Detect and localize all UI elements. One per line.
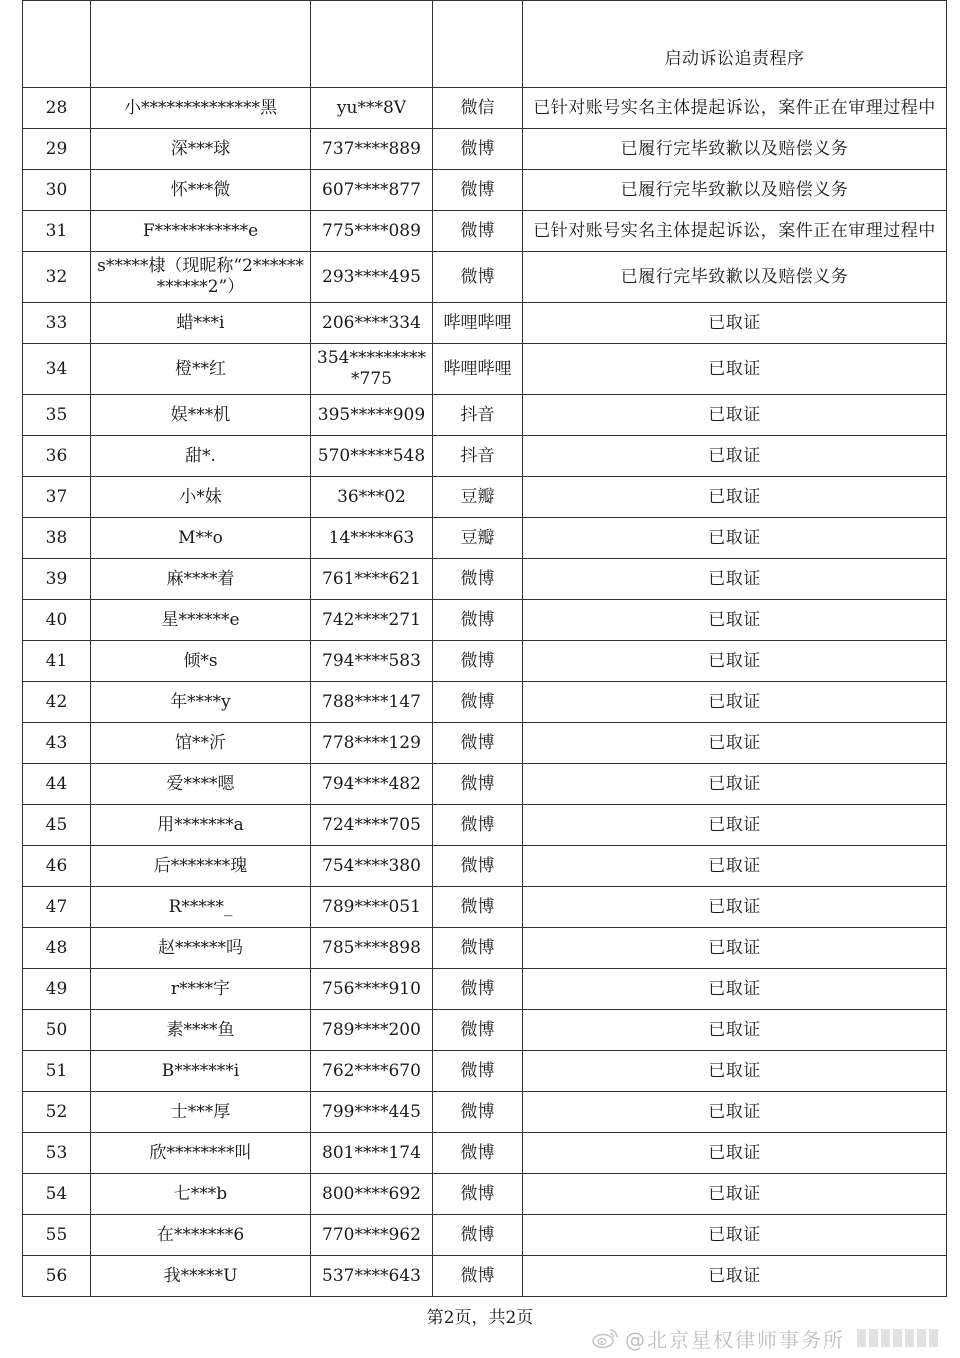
cell-platform: 微博 [433,969,523,1010]
cell-nickname: 爱****嗯 [91,764,311,805]
table-row [23,1010,947,1051]
cell-nickname: s*****棣（现昵称“2************2”） [91,252,311,303]
cell-platform: 哔哩哔哩 [433,303,523,344]
cell-nickname: B*******i [91,1051,311,1092]
cell-account-id: 570*****548 [311,436,433,477]
cell-no: 28 [23,88,91,129]
cell-nickname: 橙**红 [91,344,311,395]
table-row [23,1174,947,1215]
cell-account-id: 799****445 [311,1092,433,1133]
cell-no: 43 [23,723,91,764]
cell-platform: 抖音 [433,436,523,477]
cell-account-id: 537****643 [311,1256,433,1297]
cell-status: 已履行完毕致歉以及赔偿义务 [523,129,947,170]
cell-no: 42 [23,682,91,723]
cell-status: 已取证 [523,641,947,682]
cell-account-id: 789****200 [311,1010,433,1051]
cell-platform: 抖音 [433,395,523,436]
cell-nickname: F***********e [91,211,311,252]
table-row [23,303,947,344]
cell-status: 已取证 [523,1133,947,1174]
cell-no: 31 [23,211,91,252]
cell-no: 55 [23,1215,91,1256]
cell-account-id: 778****129 [311,723,433,764]
cell-no: 48 [23,928,91,969]
table-row [23,887,947,928]
cell-platform: 微博 [433,129,523,170]
table-row [23,600,947,641]
cell-account-id: 761****621 [311,559,433,600]
cell-account-id: 789****051 [311,887,433,928]
cell-no: 52 [23,1092,91,1133]
cell-nickname: 蜡***i [91,303,311,344]
cell-status: 已取证 [523,395,947,436]
cell-no: 46 [23,846,91,887]
cell-no: 30 [23,170,91,211]
cell-nickname: 娱***机 [91,395,311,436]
cell-no: 45 [23,805,91,846]
cell-no: 37 [23,477,91,518]
cell-account-id: 206****334 [311,303,433,344]
records-table [22,0,947,1297]
cell-platform: 哔哩哔哩 [433,344,523,395]
table-row [23,764,947,805]
cell-platform: 豆瓣 [433,477,523,518]
cell-account-id: 36***02 [311,477,433,518]
cell-status: 已取证 [523,344,947,395]
cell-account-id: 607****877 [311,170,433,211]
cell-status: 已取证 [523,846,947,887]
cell-no: 56 [23,1256,91,1297]
table-row [23,395,947,436]
table-row [23,723,947,764]
cell-platform: 豆瓣 [433,518,523,559]
table-row [23,846,947,887]
cell-status: 已取证 [523,477,947,518]
cell-platform: 微博 [433,211,523,252]
cell-nickname: 后*******瑰 [91,846,311,887]
table-row [23,170,947,211]
weibo-logo-icon [591,1327,619,1349]
cell-account-id: 801****174 [311,1133,433,1174]
table-row [23,1133,947,1174]
cell-nickname: 用*******a [91,805,311,846]
cell-no: 53 [23,1133,91,1174]
cell-no: 39 [23,559,91,600]
table-row [23,1051,947,1092]
cell-no: 49 [23,969,91,1010]
cell-nickname: 小**************黑 [91,88,311,129]
cell-no: 54 [23,1174,91,1215]
cell-platform: 微博 [433,723,523,764]
cell-status: 已取证 [523,764,947,805]
cell-no: 33 [23,303,91,344]
table-row [23,252,947,303]
cell-platform: 微博 [433,1092,523,1133]
cell-platform: 微博 [433,682,523,723]
table-row [23,1215,947,1256]
table-row [23,682,947,723]
cell-nickname: 在*******6 [91,1215,311,1256]
cell-account-id: 770****962 [311,1215,433,1256]
cell-no: 44 [23,764,91,805]
watermark-decoration [857,1329,938,1347]
cell-platform: 微博 [433,600,523,641]
cell-account-id: 293****495 [311,252,433,303]
cell-account-id: 742****271 [311,600,433,641]
cell-no: 35 [23,395,91,436]
cell-nickname: 我*****U [91,1256,311,1297]
cell-nickname: R*****_ [91,887,311,928]
cell-account-id: 754****380 [311,846,433,887]
cell-status: 已取证 [523,1051,947,1092]
cell-status: 已针对账号实名主体提起诉讼，案件正在审理过程中 [523,88,947,129]
cell-platform: 微博 [433,1215,523,1256]
cell-status: 已履行完毕致歉以及赔偿义务 [523,170,947,211]
cell-account-id: 395*****909 [311,395,433,436]
table-row [23,436,947,477]
cell-nickname: 怀***微 [91,170,311,211]
cell-platform: 微博 [433,1010,523,1051]
cell-account-id: 756****910 [311,969,433,1010]
cell-platform [433,1,523,88]
cell-nickname: 倾*s [91,641,311,682]
cell-account-id: 788****147 [311,682,433,723]
cell-status: 已取证 [523,436,947,477]
cell-nickname: 士***厚 [91,1092,311,1133]
cell-account-id [311,1,433,88]
cell-status: 已取证 [523,723,947,764]
table-row [23,1092,947,1133]
cell-no: 47 [23,887,91,928]
cell-account-id: 762****670 [311,1051,433,1092]
table-row [23,129,947,170]
table-row [23,477,947,518]
cell-nickname: 馆**沂 [91,723,311,764]
cell-status: 已取证 [523,1092,947,1133]
table-row [23,928,947,969]
cell-account-id: 794****482 [311,764,433,805]
table-row-continued [23,1,947,88]
cell-status: 已履行完毕致歉以及赔偿义务 [523,252,947,303]
cell-nickname: 星******e [91,600,311,641]
cell-account-id: 354**********775 [311,344,433,395]
cell-account-id: yu***8V [311,88,433,129]
cell-account-id: 794****583 [311,641,433,682]
cell-account-id: 800****692 [311,1174,433,1215]
cell-status: 已取证 [523,928,947,969]
weibo-watermark [591,1323,938,1353]
table-row [23,805,947,846]
cell-nickname [91,1,311,88]
cell-status: 已取证 [523,1010,947,1051]
table-row [23,559,947,600]
cell-account-id: 14*****63 [311,518,433,559]
cell-account-id: 785****898 [311,928,433,969]
cell-nickname: 欣********叫 [91,1133,311,1174]
table-row [23,344,947,395]
cell-platform: 微博 [433,252,523,303]
cell-status: 已取证 [523,1256,947,1297]
cell-status: 已取证 [523,887,947,928]
cell-platform: 微博 [433,641,523,682]
cell-no: 50 [23,1010,91,1051]
table-row [23,969,947,1010]
cell-nickname: 年****y [91,682,311,723]
cell-nickname: 麻****着 [91,559,311,600]
cell-platform: 微博 [433,559,523,600]
table-row [23,518,947,559]
cell-no: 41 [23,641,91,682]
cell-platform: 微博 [433,170,523,211]
cell-nickname: 甜*. [91,436,311,477]
cell-status: 已取证 [523,559,947,600]
cell-status: 启动诉讼追责程序 [523,1,947,88]
cell-account-id: 737****889 [311,129,433,170]
cell-no: 51 [23,1051,91,1092]
cell-platform: 微博 [433,887,523,928]
cell-status: 已取证 [523,969,947,1010]
cell-status: 已取证 [523,1215,947,1256]
cell-status: 已取证 [523,805,947,846]
cell-no: 40 [23,600,91,641]
cell-nickname: M**o [91,518,311,559]
cell-platform: 微博 [433,846,523,887]
cell-no: 34 [23,344,91,395]
cell-status: 已取证 [523,600,947,641]
cell-no: 36 [23,436,91,477]
cell-platform: 微博 [433,1174,523,1215]
cell-platform: 微博 [433,1051,523,1092]
cell-account-id: 775****089 [311,211,433,252]
cell-platform: 微博 [433,1133,523,1174]
cell-no [23,1,91,88]
cell-status: 已针对账号实名主体提起诉讼，案件正在审理过程中 [523,211,947,252]
cell-nickname: 七***b [91,1174,311,1215]
cell-status: 已取证 [523,1174,947,1215]
records-table-body [23,1,947,1297]
cell-platform: 微博 [433,1256,523,1297]
cell-platform: 微博 [433,928,523,969]
table-row [23,88,947,129]
cell-status: 已取证 [523,518,947,559]
cell-nickname: 赵******吗 [91,928,311,969]
cell-platform: 微信 [433,88,523,129]
table-row [23,211,947,252]
cell-no: 32 [23,252,91,303]
table-row [23,1256,947,1297]
cell-status: 已取证 [523,682,947,723]
cell-nickname: 素****鱼 [91,1010,311,1051]
cell-platform: 微博 [433,805,523,846]
cell-nickname: 深***球 [91,129,311,170]
cell-platform: 微博 [433,764,523,805]
table-row [23,641,947,682]
cell-nickname: r****宇 [91,969,311,1010]
watermark-text: @北京星权律师事务所 [625,1327,845,1352]
cell-nickname: 小*妹 [91,477,311,518]
page-indicator: 第2页，共2页 [426,1308,534,1328]
cell-status: 已取证 [523,303,947,344]
cell-no: 38 [23,518,91,559]
cell-no: 29 [23,129,91,170]
cell-account-id: 724****705 [311,805,433,846]
